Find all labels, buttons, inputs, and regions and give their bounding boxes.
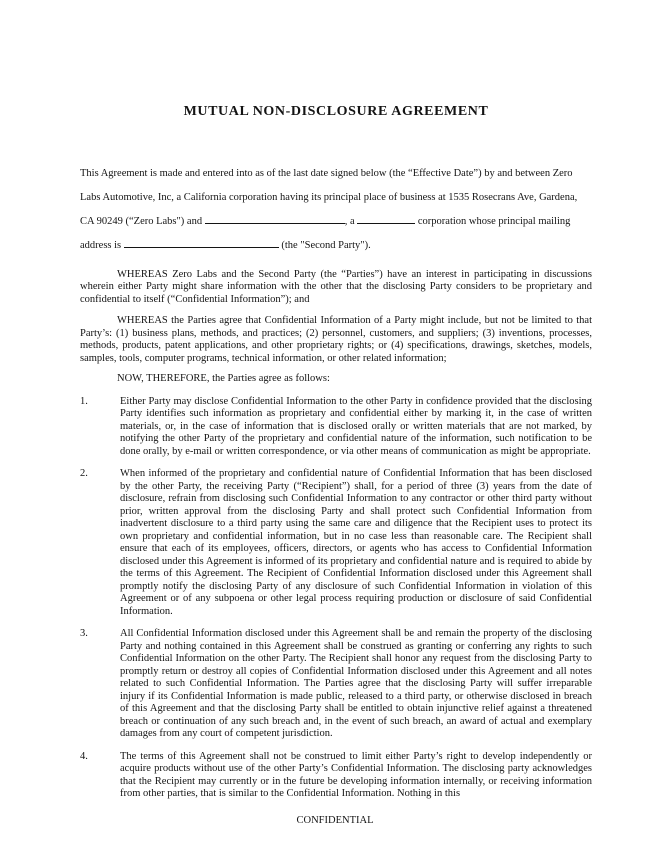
clause-1-text: Either Party may disclose Confidential Information to the other Party in confidence provided that the disclosing Party identifies such information as proprietary and confidential either by marking it, in the case of written materials, or, in the case of information that is disclosed orally or written materials that are not marked, by notifying the other Party of the proprietary and confidential nature of the information, such notification to be done orally, by e-mail or written correspondence, or via other means of communication as might be appropriate. bbox=[120, 395, 592, 457]
clause-4-text: The terms of this Agreement shall not be construed to limit either Party’s right to develop independently or acquire products without use of the other Party’s Confidential Information. The disclosing party acknowledges that the Recipient may currently or in the future be developing information internally, or receiving information from other parties, that is similar to the Confidential Information. Nothing in this bbox=[120, 750, 592, 799]
intro-paragraph bbox=[80, 162, 592, 258]
whereas-clause-1: WHEREAS Zero Labs and the Second Party (the “Parties”) have an interest in participating in discussions wherein either Party might share information with the other that the disclosing Party considers to be proprietary and confidential to itself (“Confidential Information”); and bbox=[80, 268, 592, 305]
clause-2 bbox=[80, 468, 592, 618]
document-content bbox=[80, 0, 592, 801]
blank-field-mailing-address bbox=[124, 237, 279, 248]
clause-1 bbox=[80, 396, 592, 459]
document-title: MUTUAL NON-DISCLOSURE AGREEMENT bbox=[183, 104, 489, 119]
intro-text-2: , a bbox=[344, 216, 358, 227]
blank-field-second-party-name bbox=[205, 213, 345, 224]
clause-4-number: 4. bbox=[80, 750, 88, 762]
clause-2-text: When informed of the proprietary and confidential nature of Confidential Information that has been disclosed by the other Party, the receiving Party (“Recipient”) shall, for a period of three (3) years from the date of disclosure, refrain from disclosing such Confidential Information to any contractor or other third party without prior, written approval from the disclosing Party and shall protect such Confidential Information from inadvertent disclosure to a third party using the same care and diligence that the Recipient uses to protect its own proprietary and confidential information, but in no case less than reasonable care. The Recipient shall ensure that each of its employees, officers, directors, or agents who has access to Confidential Information disclosed under this Agreement is informed of its proprietary and confidential nature and is required to abide by the terms of this Agreement. The Recipient of Confidential Information disclosed under this Agreement shall promptly notify the disclosing Party of any disclosure of such Confidential Information in violation of this Agreement or of any subpoena or other legal process requiring production or disclosure of said Confidential Information. bbox=[120, 468, 592, 617]
clause-1-number: 1. bbox=[80, 395, 88, 407]
now-therefore-line: NOW, THEREFORE, the Parties agree as follows: bbox=[117, 373, 330, 384]
footer-confidential-label: CONFIDENTIAL bbox=[296, 815, 374, 826]
clause-2-number: 2. bbox=[80, 468, 88, 479]
clause-4 bbox=[80, 751, 592, 801]
intro-text-3: corporation whose principal mailing address is bbox=[80, 216, 571, 251]
whereas-clause-2: WHEREAS the Parties agree that Confidential Information of a Party might include, but not be limited to that Party’s: (1) business plans, methods, and practices; (2) personnel, customers, and suppliers; (3) inventions, processes, methods, products, patent applications, and other proprietary rights; or (4) specifications, drawings, sketches, models, samples, tools, computer programs, technical information, or other related information; bbox=[80, 315, 592, 364]
blank-field-state-of-incorporation bbox=[357, 213, 415, 224]
intro-text-4: (the "Second Party"). bbox=[278, 240, 371, 251]
clause-3 bbox=[80, 628, 592, 741]
clause-3-number: 3. bbox=[80, 628, 88, 639]
clause-3-text: All Confidential Information disclosed under this Agreement shall be and remain the property of the disclosing Party and nothing contained in this Agreement shall be construed as granting or conferring any rights to such Confidential Information on the other Party. The Recipient shall honor any request from the disclosing Party to promptly return or destroy all copies of Confidential Information disclosed under this Agreement and all notes related to such Confidential Information. The Parties agree that the disclosing Party will suffer irreparable injury if its Confidential Information is made public, released to a third party, or otherwise disclosed in breach of this Agreement and that the disclosing Party shall be entitled to obtain injunctive relief against a threatened breach or continuation of any such breach and, in the event of such breach, an award of actual and exemplary damages from any court of competent jurisdiction. bbox=[120, 628, 592, 739]
intro-text-1: This Agreement is made and entered into as of the last date signed below (the “Effective Date”) by and between Zero Labs Automotive, Inc, a California corporation having its principal place of business at 1535 Rosecrans Ave, Gardena, CA 90249 (“Zero Labs") and bbox=[80, 168, 578, 227]
